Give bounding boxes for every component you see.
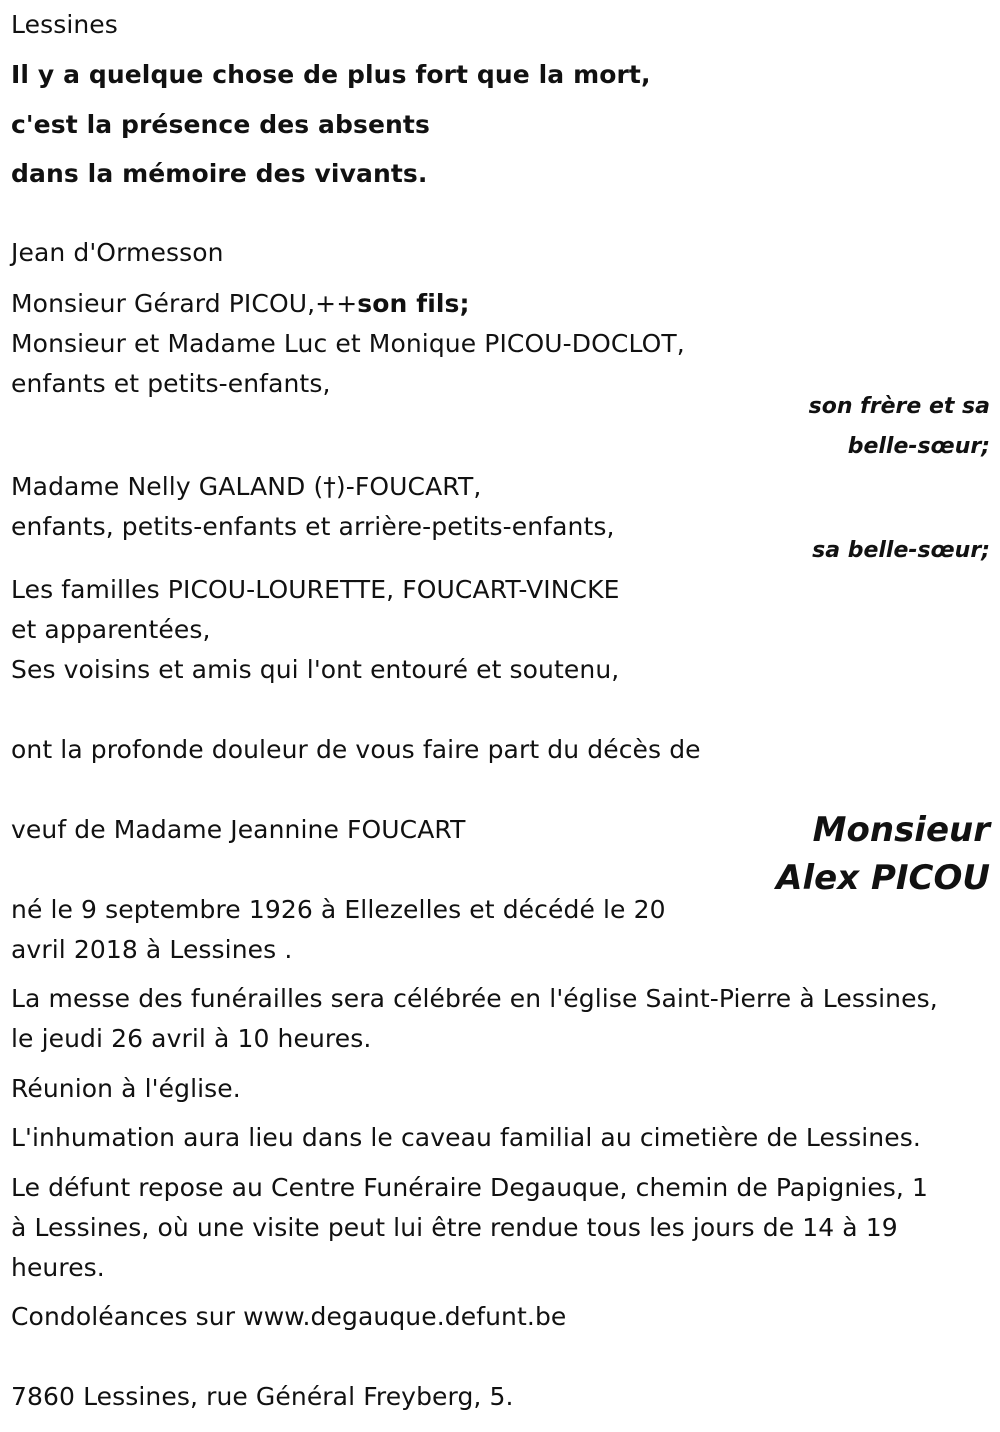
quote-line-2: c'est la présence des absents [11,110,430,139]
families-line-2: et apparentées, [11,615,211,644]
mass-line-1: La messe des funérailles sera célébrée en l'église Saint-Pierre à Lessines, [11,984,938,1013]
rest-line-2: à Lessines, où une visite peut lui être rendue tous les jours de 14 à 19 [11,1213,898,1242]
brother-line-2: enfants et petits-enfants, [11,369,331,398]
son-name: Monsieur Gérard PICOU,++ [11,289,358,318]
sister-role: sa belle-sœur; [812,538,990,563]
quote-author: Jean d'Ormesson [11,238,224,267]
brother-role-line-1: son frère et sa [808,394,990,419]
brother-line-1: Monsieur et Madame Luc et Monique PICOU-DOCLOT, [11,329,685,358]
announcement: ont la profonde douleur de vous faire part du décès de [11,735,701,764]
mass-line-2: le jeudi 26 avril à 10 heures. [11,1024,372,1053]
rest-line-1: Le défunt repose au Centre Funéraire Degauque, chemin de Papignies, 1 [11,1173,929,1202]
burial-line: L'inhumation aura lieu dans le caveau familial au cimetière de Lessines. [11,1123,921,1152]
place-heading: Lessines [11,10,118,39]
birth-death-line-2: avril 2018 à Lessines . [11,935,293,964]
neighbors-line: Ses voisins et amis qui l'ont entouré et soutenu, [11,655,620,684]
quote-line-3: dans la mémoire des vivants. [11,159,428,188]
meeting-line: Réunion à l'église. [11,1074,241,1103]
brother-role-line-2: belle-sœur; [847,434,990,459]
birth-death-line-1: né le 9 septembre 1926 à Ellezelles et décédé le 20 [11,895,666,924]
sister-line-1: Madame Nelly GALAND (†)-FOUCART, [11,472,482,501]
widower-line: veuf de Madame Jeannine FOUCART [11,815,466,844]
son-line [11,284,470,324]
quote-line-1: Il y a quelque chose de plus fort que la mort, [11,60,651,89]
condolences-line: Condoléances sur www.degauque.defunt.be [11,1302,567,1331]
deceased-title: Monsieur [812,810,990,850]
families-line-1: Les familles PICOU-LOURETTE, FOUCART-VINCKE [11,575,620,604]
son-role: son fils; [357,289,470,318]
deceased-name: Alex PICOU [776,858,990,898]
address-line: 7860 Lessines, rue Général Freyberg, 5. [11,1382,514,1411]
rest-line-3: heures. [11,1253,105,1282]
sister-line-2: enfants, petits-enfants et arrière-petits-enfants, [11,512,615,541]
